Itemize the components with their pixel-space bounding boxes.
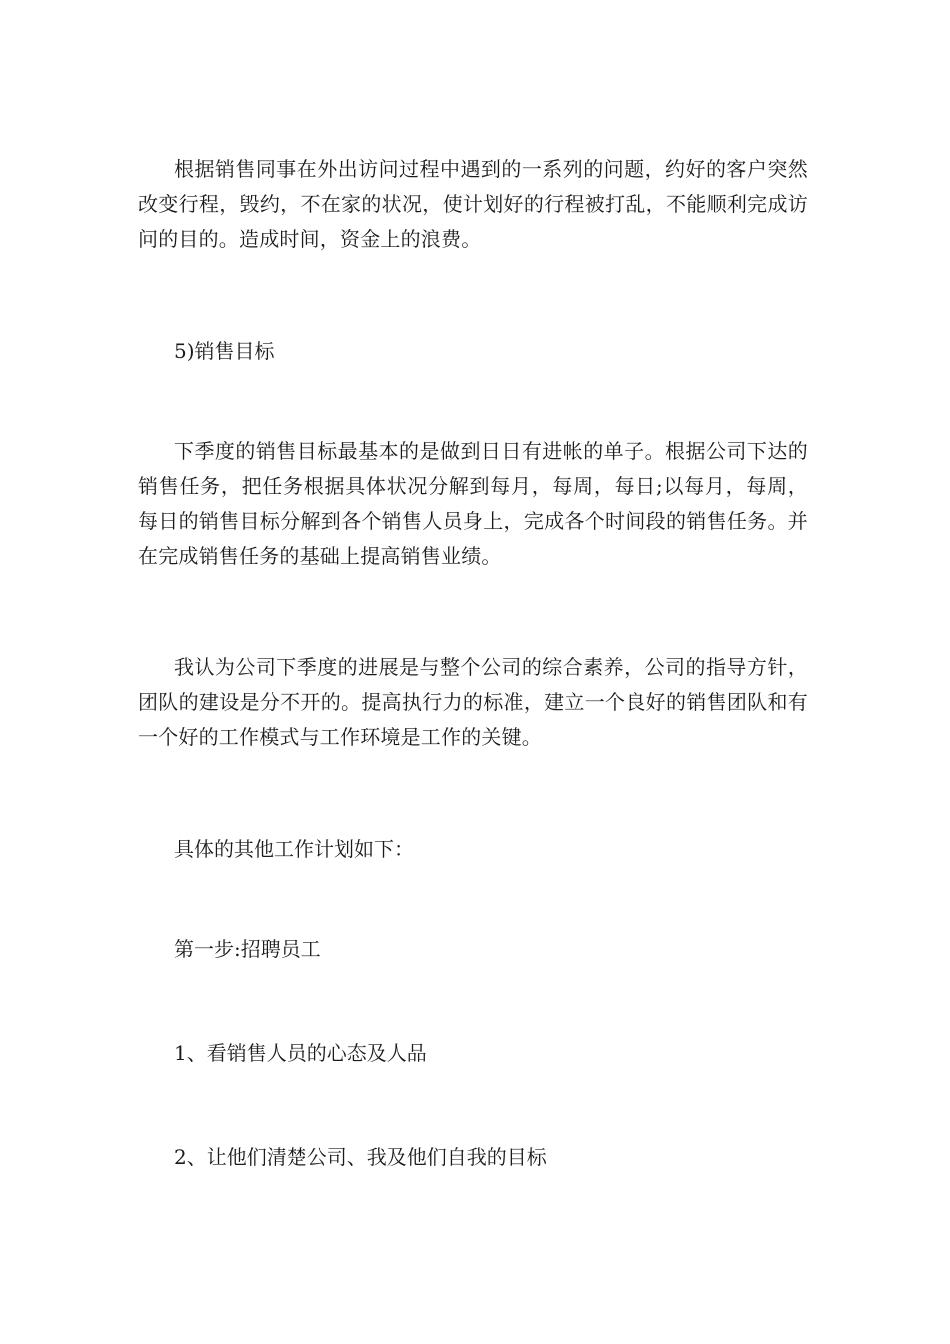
step-one-heading: 第一步:招聘员工 xyxy=(174,937,321,961)
paragraph-company-development: 我认为公司下季度的进展是与整个公司的综合素养，公司的指导方针，团队的建设是分不开的。提高执行力的标准，建立一个良好的销售团队和有一个好的工作模式与工作环境是工作的关键。 xyxy=(138,655,808,749)
list-item-1: 1、看销售人员的心态及人品 xyxy=(174,1041,427,1065)
section-heading-sales-target: 5)销售目标 xyxy=(174,339,275,363)
paragraph-visit-problems: 根据销售同事在外出访问过程中遇到的一系列的问题，约好的客户突然改变行程，毁约，不在家的状况，使计划好的行程被打乱，不能顺利完成访问的目的。造成时间，资金上的浪费。 xyxy=(138,157,808,251)
paragraph-sales-target: 下季度的销售目标最基本的是做到日日有进帐的单子。根据公司下达的销售任务，把任务根据具体状况分解到每月，每周，每日;以每月，每周，每日的销售目标分解到各个销售人员身上，完成各个时间段的销售任务。并在完成销售任务的基础上提高销售业绩。 xyxy=(138,439,808,568)
list-item-2: 2、让他们清楚公司、我及他们自我的目标 xyxy=(174,1145,547,1169)
paragraph-other-plans-intro: 具体的其他工作计划如下： xyxy=(174,837,414,861)
